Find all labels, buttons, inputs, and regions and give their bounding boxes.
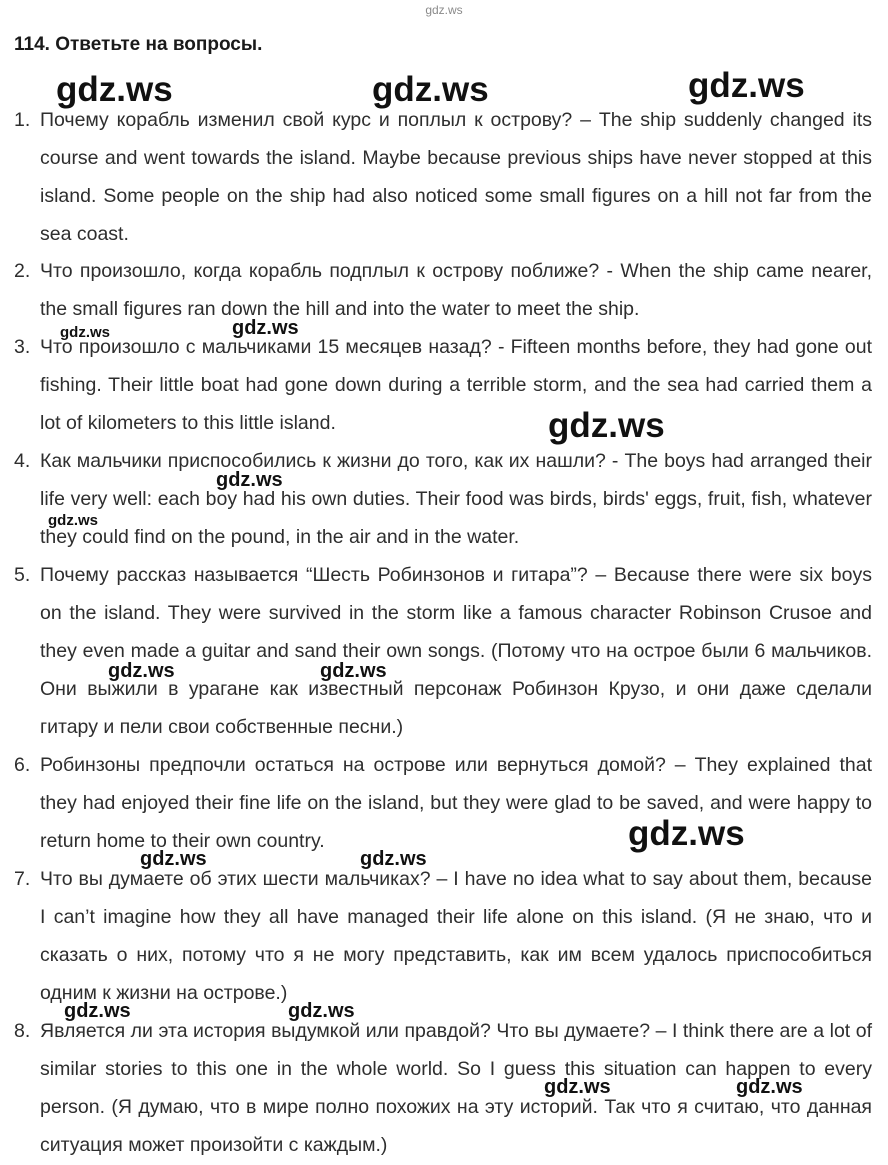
qa-item-body: Почему рассказ называется “Шесть Робинзонов и гитара”? – Because there were six boys on the island. They were survived in the storm like a famous character Robinson Crusoe and they even made a guitar and sand their own songs. (Потому что на острое были 6 мальчиков. Они выжили в урагане как известный персонаж Робинзон Крузо, и они даже сделали гитару и пели свои собственные песни.) — [40, 564, 872, 738]
site-mark: gdz.ws — [425, 3, 463, 17]
qa-item-text — [14, 328, 872, 442]
watermark: gdz.ws — [64, 1000, 131, 1022]
qa-item-body: Что произошло, когда корабль подплыл к острову поближе? - When the ship came nearer, the small figures ran down the hill and into the water to meet the ship. — [40, 260, 872, 320]
qa-item-body: Что вы думаете об этих шести мальчиках? – I have no idea what to say about them, because I can’t imagine how they all have managed their life alone on this island. (Я не знаю, что и сказать о них, потому что я не могу представить, как им всем удалось приспособиться одним к жизни на острове.) — [40, 868, 872, 1004]
qa-item-text — [14, 860, 872, 1012]
exercise-heading: 114. Ответьте на вопросы. — [14, 34, 263, 55]
watermark: gdz.ws — [216, 469, 283, 491]
qa-item-number: 8. — [14, 1020, 31, 1042]
watermark: gdz.ws — [140, 848, 207, 870]
watermark: gdz.ws — [628, 814, 745, 853]
qa-item-number: 4. — [14, 450, 31, 472]
qa-item-body: Что произошло с мальчиками 15 месяцев назад? - Fifteen months before, they had gone out fishing. Their little boat had gone down during a terrible storm, and the sea had carried them a lot of kilometers to this little island. — [40, 336, 872, 434]
qa-item-body: Является ли эта история выдумкой или правдой? Что вы думаете? – I think there are a lot of similar stories to this one in the whole world. So I guess this situation can happen to every person. (Я думаю, что в мире полно похожих на эту историй. Так что я считаю, что данная ситуация может произойти с каждым.) — [40, 1020, 872, 1156]
qa-item-number: 1. — [14, 109, 31, 131]
qa-item-text — [14, 556, 872, 746]
watermark: gdz.ws — [48, 512, 99, 529]
qa-item-number: 6. — [14, 754, 31, 776]
watermark: gdz.ws — [372, 70, 489, 109]
qa-item — [14, 556, 872, 746]
qa-item-text — [14, 252, 872, 328]
watermark: gdz.ws — [548, 406, 665, 445]
watermark: gdz.ws — [544, 1076, 611, 1098]
qa-item — [14, 860, 872, 1012]
qa-item — [14, 442, 872, 556]
qa-item-number: 7. — [14, 868, 31, 890]
qa-item — [14, 328, 872, 442]
watermark: gdz.ws — [60, 324, 111, 341]
qa-item-number: 2. — [14, 260, 31, 282]
qa-item-body: Как мальчики приспособились к жизни до того, как их нашли? - The boys had arranged their life very well: each boy had his own duties. Their food was birds, birds' eggs, fruit, fish, whatever they could find on the pound, in the air and in the water. — [40, 450, 872, 548]
qa-item-number: 3. — [14, 336, 31, 358]
watermark: gdz.ws — [108, 660, 175, 682]
watermark: gdz.ws — [360, 848, 427, 870]
qa-item-text — [14, 442, 872, 556]
watermark: gdz.ws — [736, 1076, 803, 1098]
qa-item-body: Робинзоны предпочли остаться на острове или вернуться домой? – They explained that they had enjoyed their fine life on the island, but they were glad to be saved, and were happy to return home to their own country. — [40, 754, 872, 852]
qa-item-text — [14, 101, 872, 253]
watermark: gdz.ws — [320, 660, 387, 682]
qa-item — [14, 252, 872, 328]
qa-item-number: 5. — [14, 564, 31, 586]
watermark: gdz.ws — [56, 70, 173, 109]
watermark: gdz.ws — [232, 317, 299, 339]
qa-item — [14, 101, 872, 253]
watermark: gdz.ws — [288, 1000, 355, 1022]
qa-item-body: Почему корабль изменил свой курс и поплыл к острову? – The ship suddenly changed its course and went towards the island. Maybe because previous ships have never stopped at this island. Some people on the ship had also noticed some small figures on a hill not far from the sea coast. — [40, 109, 872, 245]
watermark: gdz.ws — [688, 66, 805, 105]
